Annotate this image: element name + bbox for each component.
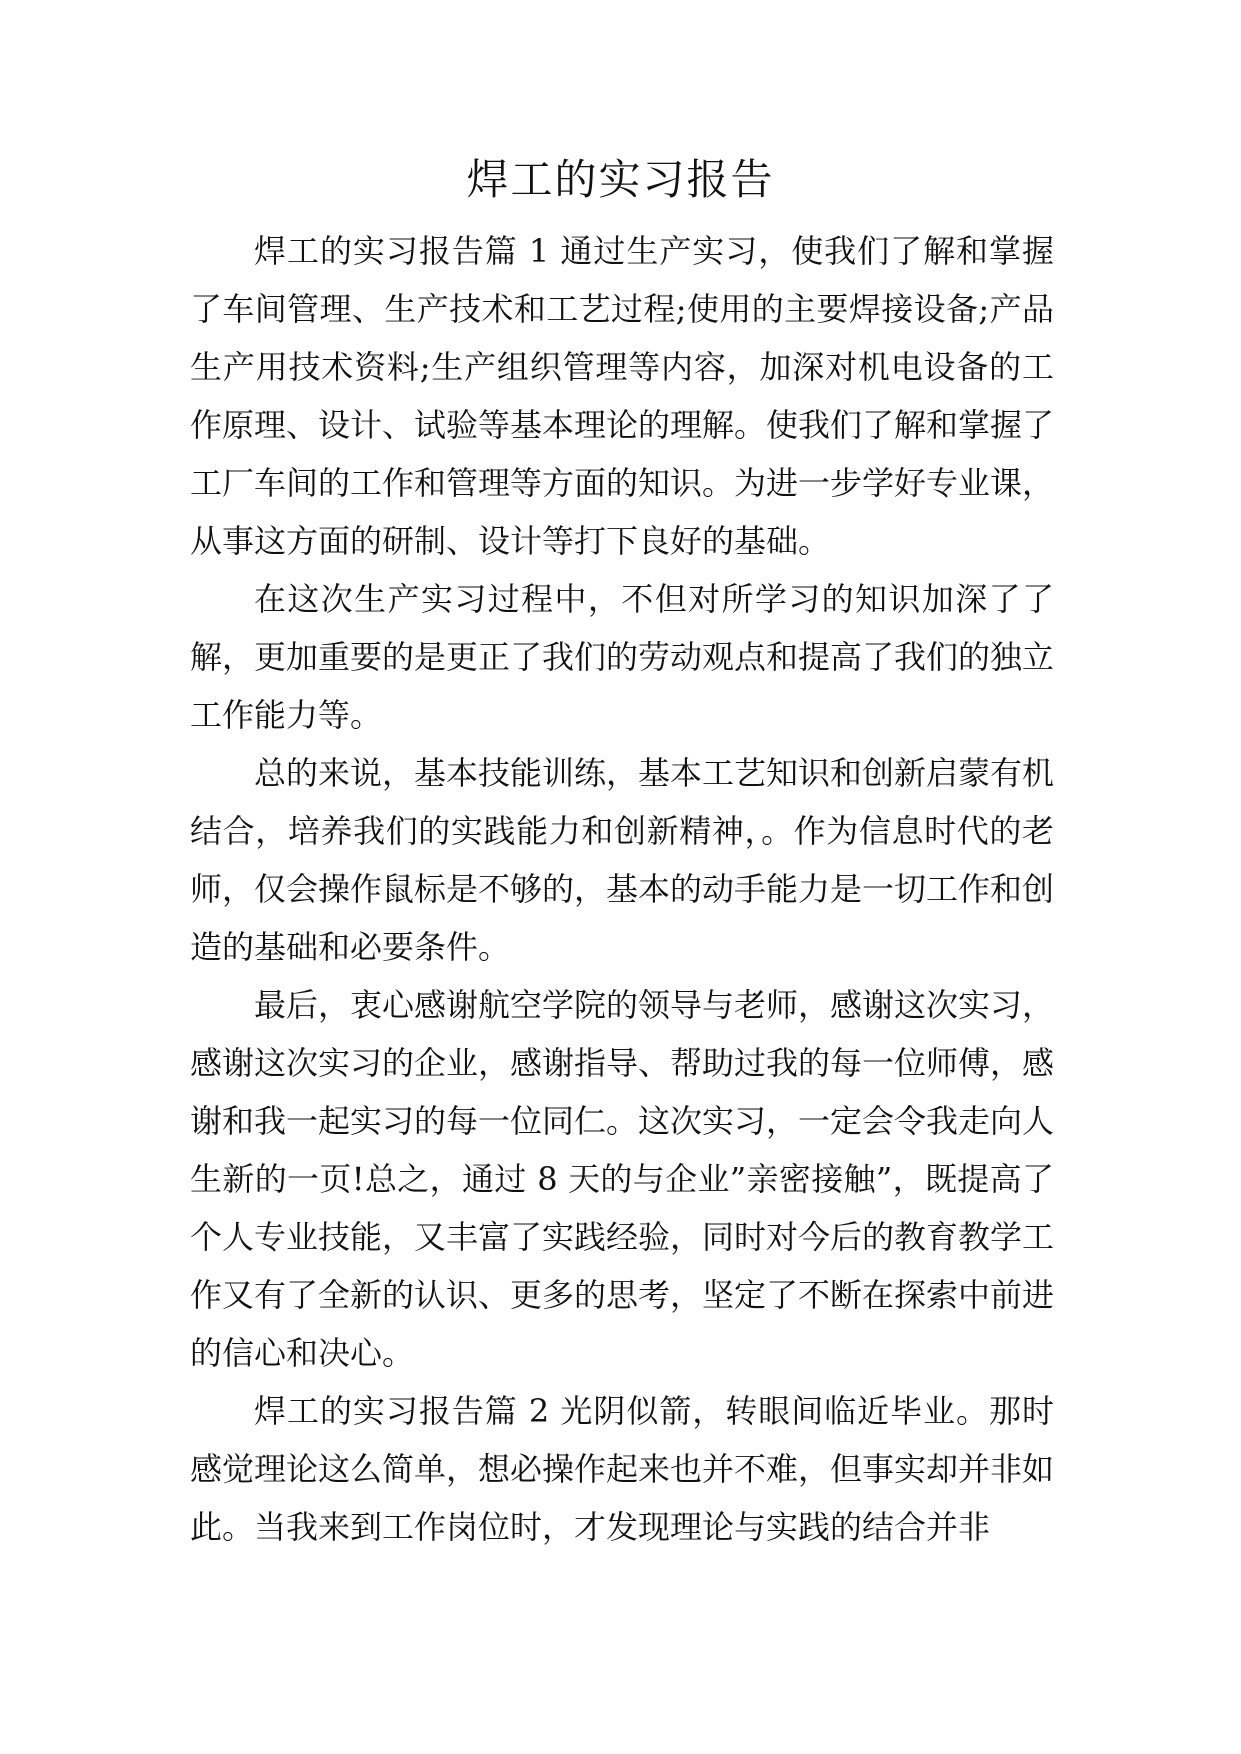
paragraph-2: 在这次生产实习过程中，不但对所学习的知识加深了了解，更加重要的是更正了我们的劳动观点和提高了我们的独立工作能力等。 xyxy=(190,580,1055,734)
paragraph-4: 最后，衷心感谢航空学院的领导与老师，感谢这次实习，感谢这次实习的企业，感谢指导、帮助过我的每一位师傅，感谢和我一起实习的每一位同仁。这次实习，一定会令我走向人生新的一页!总之，通过 8 天的与企业”亲密接触”，既提高了个人专业技能，又丰富了实践经验，同时对今后的教育教学工作又有了全新的认识、更多的思考，坚定了不断在探索中前进的信心和决心。 xyxy=(190,986,1055,1372)
document-body xyxy=(190,222,1054,1556)
paragraph-1: 焊工的实习报告篇 1 通过生产实习，使我们了解和掌握了车间管理、生产技术和工艺过程;使用的主要焊接设备;产品生产用技术资料;生产组织管理等内容，加深对机电设备的工作原理、设计、试验等基本理论的理解。使我们了解和掌握了工厂车间的工作和管理等方面的知识。为进一步学好专业课，从事这方面的研制、设计等打下良好的基础。 xyxy=(190,232,1055,560)
document-title: 焊工的实习报告 xyxy=(466,155,775,204)
paragraph-5: 焊工的实习报告篇 2 光阴似箭，转眼间临近毕业。那时感觉理论这么简单，想必操作起来也并不难，但事实却并非如此。当我来到工作岗位时，才发现理论与实践的结合并非 xyxy=(190,1392,1055,1546)
paragraph-3: 总的来说，基本技能训练，基本工艺知识和创新启蒙有机结合，培养我们的实践能力和创新精神，。作为信息时代的老师，仅会操作鼠标是不够的，基本的动手能力是一切工作和创造的基础和必要条件。 xyxy=(190,754,1055,966)
